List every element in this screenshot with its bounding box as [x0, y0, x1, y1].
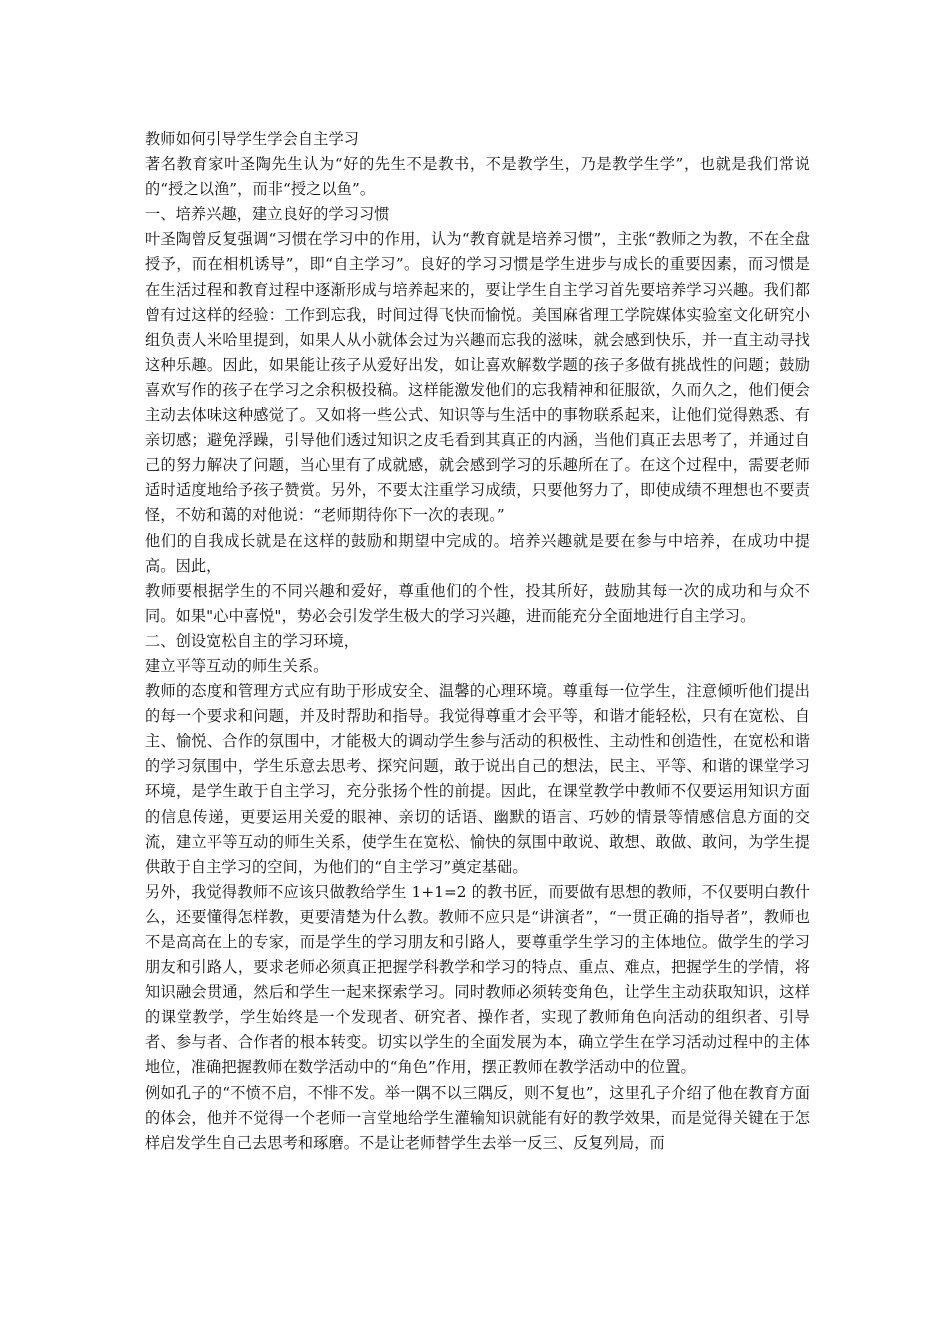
paragraph: 叶圣陶曾反复强调“习惯在学习中的作用，认为“教育就是培养习惯”，主张“教师之为教，不在全盘授予，而在相机诱导”，即“自主学习”。良好的学习习惯是学生进步与成长的重要因素，而习惯是在生活过程和教育过程中逐渐形成与培养起来的，要让学生自主学习首先要培养学习兴趣。我们都曾有过这样的经验：工作到忘我，时间过得飞快而愉悦。美国麻省理工学院媒体实验室文化研究小组负责人米哈里提到，如果人从小就体会过为兴趣而忘我的滋味，就会感到快乐，并一直主动寻找这种乐趣。因此，如果能让孩子从爱好出发，如让喜欢解数学题的孩子多做有挑战性的问题；鼓励喜欢写作的孩子在学习之余积极投稿。这样能激发他们的忘我精神和征服欲，久而久之，他们便会主动去体味这种感觉了。又如将一些公式、知识等与生活中的事物联系起来，让他们觉得熟悉、有亲切感；避免浮躁，引导他们透过知识之皮毛看到其真正的内涵，当他们真正去思考了，并通过自己的努力解决了问题，当心里有了成就感，就会感到学习的乐趣所在了。在这个过程中，需要老师适时适度地给予孩子赞赏。另外，不要太注重学习成绩，只要他努力了，即使成绩不理想也不要责怪，不妨和蔼的对他说：“老师期待你下一次的表现。” — [145, 230, 810, 525]
paragraph: 另外，我觉得教师不应该只做教给学生 1+1=2 的教书匠，而要做有思想的教师，不仅要明白教什么，还要懂得怎样教，更要清楚为什么教。教师不应只是“讲演者”，“一贯正确的指导者”，教师也不是高高在上的专家，而是学生的学习朋友和引路人，要尊重学生学习的主体地位。做学生的学习朋友和引路人，要求老师必须真正把握学科教学和学习的特点、重点、难点，把握学生的学情，将知识融会贯通，然后和学生一起来探索学习。同时教师必须转变角色，让学生主动获取知识，这样的课堂教学，学生始终是一个发现者、研究者、操作者，实现了教师角色向活动的组织者、引导者、参与者、合作者的根本转变。切实以学生的全面发展为本，确立学生在学习活动过程中的主体地位，准确把握教师在数学活动中的“角色”作用，摆正教师在教学活动中的位置。 — [145, 882, 810, 1077]
section-heading-1: 一、培养兴趣，建立良好的学习习惯 — [145, 205, 390, 224]
paragraph: 教师要根据学生的不同兴趣和爱好，尊重他们的个性，投其所好，鼓励其每一次的成功和与众不同。如果"心中喜悦"，势必会引发学生极大的学习兴趣，进而能充分全面地进行自主学习。 — [145, 581, 810, 625]
document-title: 教师如何引导学生学会自主学习 — [145, 130, 360, 148]
document-body — [145, 127, 810, 1156]
paragraph: 教师的态度和管理方式应有助于形成安全、温馨的心理环境。尊重每一位学生，注意倾听他们提出的每一个要求和问题，并及时帮助和指导。我觉得尊重才会平等，和谐才能轻松，只有在宽松、自主、愉悦、合作的氛围中，才能极大的调动学生参与活动的积极性、主动性和创造性，在宽松和谐的学习氛围中，学生乐意去思考、探究问题，敢于说出自己的想法，民主、平等、和谐的课堂学习环境，是学生敢于自主学习，充分张扬个性的前提。因此，在课堂教学中教师不仅要运用知识方面的信息传递，更要运用关爱的眼神、亲切的话语、幽默的语言、巧妙的情景等情感信息方面的交流，建立平等互动的师生关系，使学生在宽松、愉快的氛围中敢说、敢想、敢做、敢问，为学生提供敢于自主学习的空间，为他们的“自主学习”奠定基础。 — [145, 682, 810, 876]
paragraph: 例如孔子的“不愤不启，不悱不发。举一隅不以三隅反，则不复也”，这里孔子介绍了他在教育方面的体会，他并不觉得一个老师一言堂地给学生灌输知识就能有好的教学效果，而是觉得关键在于怎样启发学生自己去思考和琢磨。不是让老师替学生去举一反三、反复列局，而 — [145, 1083, 810, 1152]
paragraph-intro: 著名教育家叶圣陶先生认为“好的先生不是教书，不是教学生，乃是教学生学”，也就是我们常说的“授之以渔”，而非“授之以鱼”。 — [145, 155, 810, 199]
paragraph: 他们的自我成长就是在这样的鼓励和期望中完成的。培养兴趣就是要在参与中培养，在成功中提高。因此， — [145, 531, 810, 575]
section-subheading-2: 建立平等互动的师生关系。 — [145, 656, 329, 675]
section-heading-2: 二、创设宽松自主的学习环境， — [145, 631, 360, 650]
